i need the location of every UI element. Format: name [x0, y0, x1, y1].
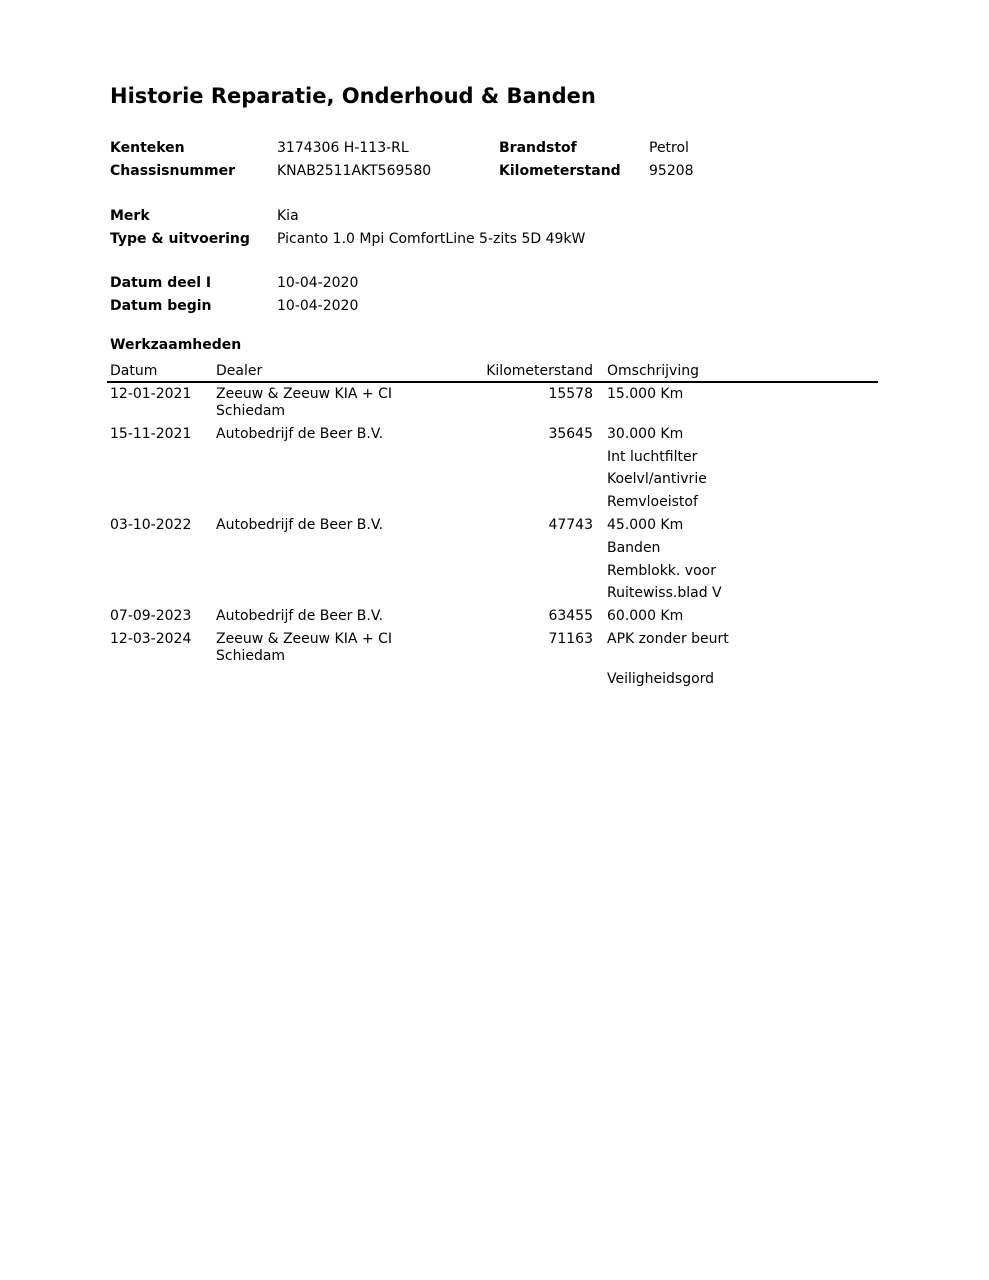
- dealer-line: Autobedrijf de Beer B.V.: [216, 608, 384, 625]
- row-desc: [607, 605, 878, 628]
- row-desc: [607, 423, 878, 514]
- row-km: 47743: [548, 516, 593, 533]
- datum-begin-value: 10-04-2020: [277, 298, 359, 314]
- work-table: [107, 362, 878, 691]
- table-header: [107, 362, 878, 383]
- header-omschrijving: Omschrijving: [607, 363, 699, 379]
- kilometerstand-value: 95208: [649, 163, 694, 179]
- page-title: Historie Reparatie, Onderhoud & Banden: [110, 84, 596, 108]
- datum-begin-label: Datum begin: [110, 298, 212, 314]
- table-row: [107, 514, 878, 605]
- table-row: [107, 423, 878, 514]
- row-km: 15578: [548, 386, 593, 402]
- row-dealer: [216, 514, 406, 534]
- dealer-line: Zeeuw & Zeeuw KIA + CI: [216, 630, 392, 647]
- merk-value: Kia: [277, 208, 299, 224]
- datum-deel-value: 10-04-2020: [277, 275, 359, 291]
- row-km: 35645: [548, 425, 593, 442]
- werkzaamheden-title: Werkzaamheden: [110, 337, 242, 353]
- dealer-line: Schiedam: [216, 403, 286, 419]
- chassis-value: KNAB2511AKT569580: [277, 163, 432, 179]
- chassis-label: Chassisnummer: [110, 163, 235, 179]
- desc-line: Int luchtfilter: [607, 448, 698, 465]
- row-date: 03-10-2022: [110, 516, 192, 533]
- desc-line: 45.000 Km: [607, 516, 684, 533]
- dealer-line: Autobedrijf de Beer B.V.: [216, 516, 384, 533]
- row-dealer: [216, 383, 406, 420]
- row-desc: [607, 383, 878, 423]
- datum-deel-label: Datum deel I: [110, 275, 212, 291]
- desc-line: Koelvl/antivrie: [607, 471, 707, 488]
- desc-line: 30.000 Km: [607, 425, 684, 442]
- desc-line: 15.000 Km: [607, 386, 684, 402]
- desc-line: Remvloeistof: [607, 494, 698, 511]
- row-km: 71163: [548, 630, 593, 647]
- kilometerstand-label: Kilometerstand: [499, 163, 621, 179]
- desc-line: APK zonder beurt: [607, 630, 729, 647]
- kenteken-label: Kenteken: [110, 140, 185, 156]
- row-desc: [607, 514, 878, 605]
- row-dealer: [216, 628, 406, 665]
- brandstof-value: Petrol: [649, 140, 689, 156]
- dealer-line: Schiedam: [216, 647, 286, 664]
- table-row: [107, 383, 878, 423]
- desc-line: Veiligheidsgord: [607, 670, 715, 687]
- row-date: 12-01-2021: [110, 386, 192, 402]
- type-label: Type & uitvoering: [110, 231, 250, 247]
- table-row: [107, 605, 878, 628]
- row-dealer: [216, 605, 406, 625]
- row-dealer: [216, 423, 406, 443]
- header-dealer: Dealer: [216, 363, 263, 379]
- row-date: 12-03-2024: [110, 630, 192, 647]
- row-km: 63455: [548, 608, 593, 625]
- dealer-line: Autobedrijf de Beer B.V.: [216, 425, 384, 442]
- row-spacer: [607, 406, 878, 423]
- row-date: 07-09-2023: [110, 608, 192, 625]
- desc-line: 60.000 Km: [607, 608, 684, 625]
- table-row: [107, 628, 878, 691]
- row-spacer: [607, 651, 878, 668]
- header-kilometerstand: Kilometerstand: [486, 363, 593, 379]
- dealer-line: Zeeuw & Zeeuw KIA + CI: [216, 386, 392, 402]
- row-date: 15-11-2021: [110, 425, 192, 442]
- row-desc: [607, 628, 878, 691]
- desc-line: Ruitewiss.blad V: [607, 585, 722, 602]
- merk-label: Merk: [110, 208, 150, 224]
- header-date: Datum: [110, 363, 158, 379]
- desc-line: Banden: [607, 539, 661, 556]
- brandstof-label: Brandstof: [499, 140, 577, 156]
- type-value: Picanto 1.0 Mpi ComfortLine 5-zits 5D 49kW: [277, 231, 586, 247]
- kenteken-value: 3174306 H-113-RL: [277, 140, 409, 156]
- desc-line: Remblokk. voor: [607, 562, 716, 579]
